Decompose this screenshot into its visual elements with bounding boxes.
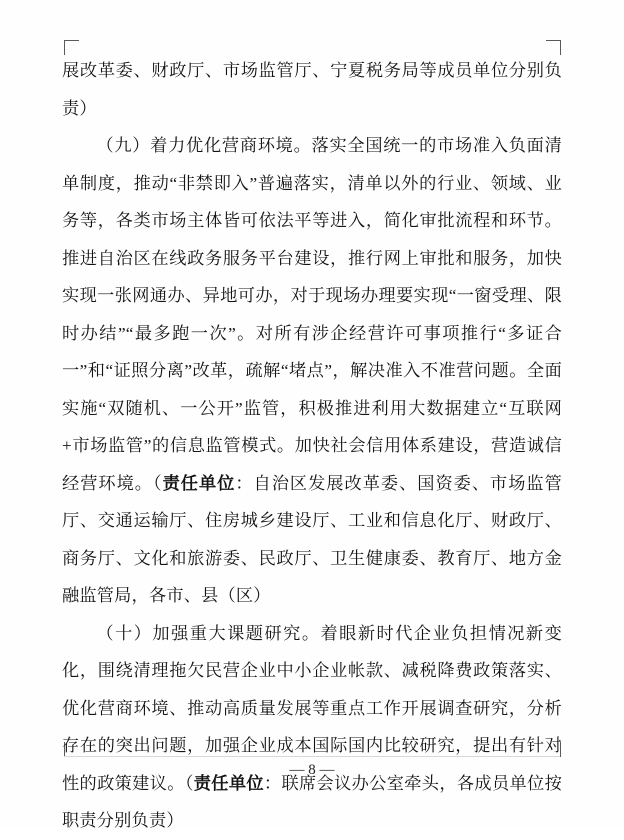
paragraph-text: （九）着力优化营商环境。落实全国统一的市场准入负面清单制度，推动“非禁即入”普遍落实，清单以外的行业、领域、业务等，各类市场主体皆可依法平等进入，简化审批流程和环节。推进自治区在线政务服务平台建设，推行网上审批和服务，加快实现一张网通办、异地可办，对于现场办理要实现“一窗受理、限时办结”“最多跑一次”。对所有涉企经营许可事项推行“多证合一”和“证照分离”改革，疏解“堵点”，解决准入不准营问题。全面实施“双随机、一公开”监管，积极推进利用大数据建立“互联网+市场监管”的信息监管模式。加快社会信用体系建设，营造诚信经营环境。（: [62, 136, 562, 493]
paragraph-text: ：联席会议办公室牵头，各成员单位按职责分别负责）: [62, 773, 562, 830]
responsible-unit-label: 责任单位: [193, 773, 264, 793]
paragraph-text: （十）加强重大课题研究。着眼新时代企业负担情况新变化，围绕清理拖欠民营企业中小企业帐款、减税降费政策落实、优化营商环境、推动高质量发展等重点工作开展调查研究，分析存在的突出问题，加强企业成本国际国内比较研究，提出有针对性的政策建议。（: [62, 623, 562, 793]
paragraph-continued: [62, 52, 562, 127]
footer-divider: [64, 756, 560, 757]
responsible-unit-label: 责任单位: [162, 473, 236, 493]
paragraph-text: ：自治区发展改革委、国资委、市场监管厅、交通运输厅、住房城乡建设厅、工业和信息化厅、财政厅、商务厅、文化和旅游委、民政厅、卫生健康委、教育厅、地方金融监管局，各市、县（区）: [62, 473, 562, 605]
paragraph-text: 展改革委、财政厅、市场监管厅、宁夏税务局等成员单位分别负责）: [62, 61, 562, 118]
paragraph-item-ten: [62, 615, 562, 840]
page-number: — 8 —: [289, 762, 335, 778]
paragraph-item-nine: [62, 127, 562, 615]
document-body: [62, 52, 562, 830]
